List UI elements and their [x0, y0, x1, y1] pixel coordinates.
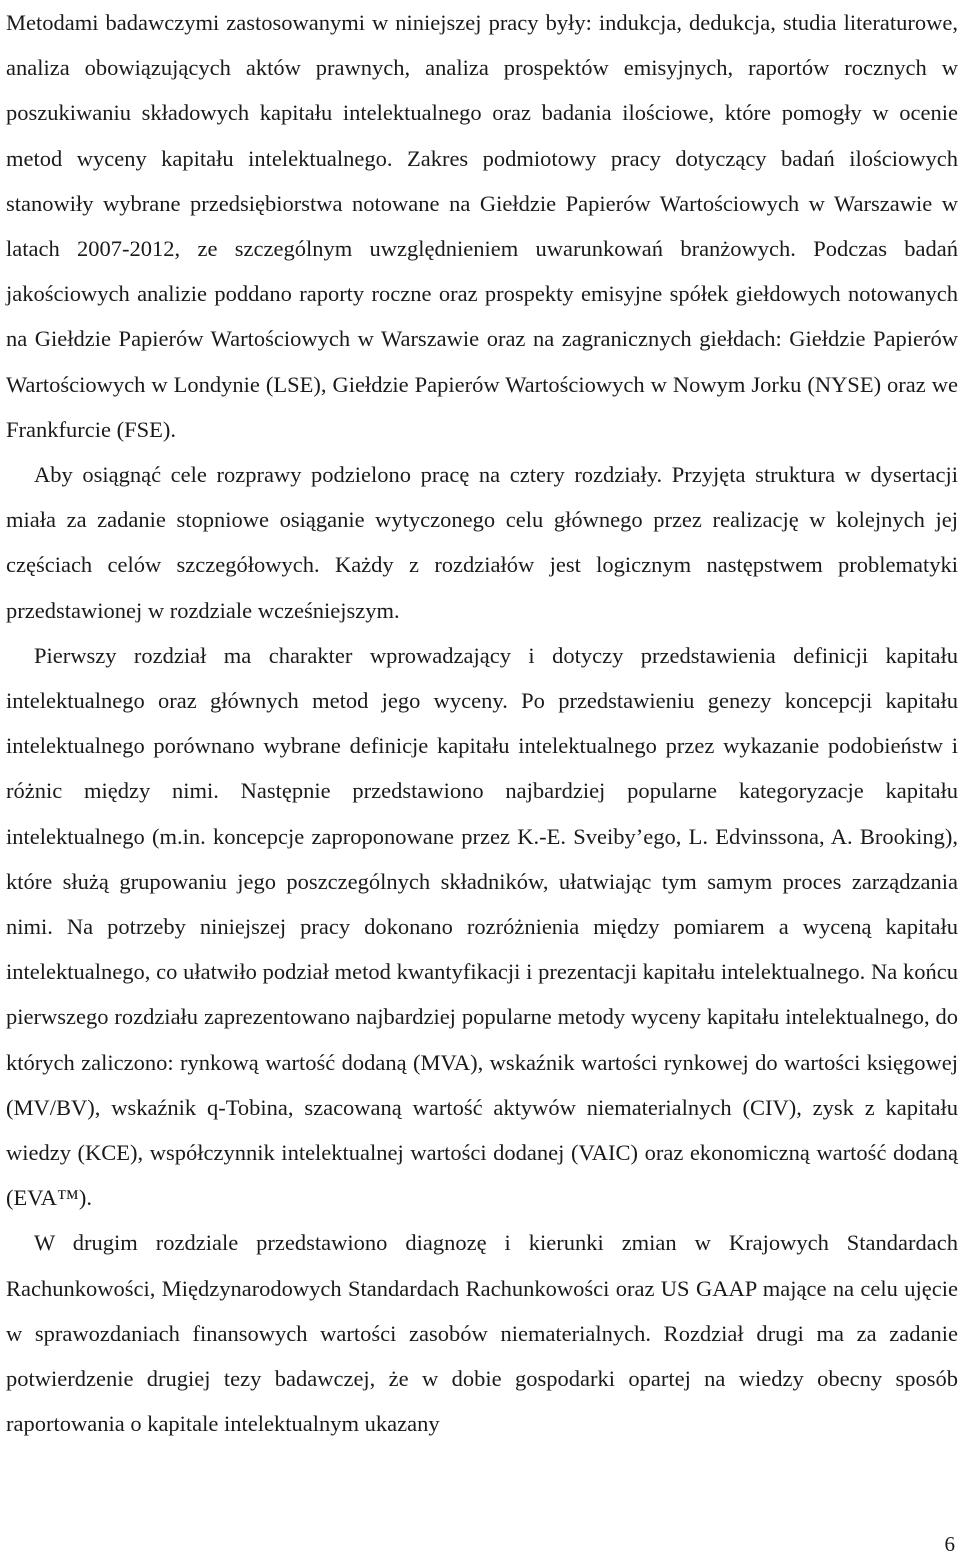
- document-page: [6, 0, 958, 1447]
- paragraph-thesis-structure: Aby osiągnąć cele rozprawy podzielono pracę na cztery rozdziały. Przyjęta struktura w dysertacji miała za zadanie stopniowe osiąganie wytyczonego celu głównego przez realizację w kolejnych jej częściach celów szczegółowych. Każdy z rozdziałów jest logicznym następstwem problematyki przedstawionej w rozdziale wcześniejszym.: [6, 462, 958, 623]
- paragraph-chapter-one: Pierwszy rozdział ma charakter wprowadzający i dotyczy przedstawienia definicji kapitału intelektualnego oraz głównych metod jego wyceny. Po przedstawieniu genezy koncepcji kapitału intelektualnego porównano wybrane definicje kapitału intelektualnego przez wykazanie podobieństw i różnic między nimi. Następnie przedstawiono najbardziej popularne kategoryzacje kapitału intelektualnego (m.in. koncepcje zaproponowane przez K.-E. Sveiby’ego, L. Edvinssona, A. Brooking), które służą grupowaniu jego poszczególnych składników, ułatwiając tym samym proces zarządzania nimi. Na potrzeby niniejszej pracy dokonano rozróżnienia między pomiarem a wyceną kapitału intelektualnego, co ułatwiło podział metod kwantyfikacji i prezentacji kapitału intelektualnego. Na końcu pierwszego rozdziału zaprezentowano najbardziej popularne metody wyceny kapitału intelektualnego, do których zaliczono: rynkową wartość dodaną (MVA), wskaźnik wartości rynkowej do wartości księgowej (MV/BV), wskaźnik q-Tobina, szacowaną wartość aktywów niematerialnych (CIV), zysk z kapitału wiedzy (KCE), współczynnik intelektualnej wartości dodanej (VAIC) oraz ekonomiczną wartość dodaną (EVA™).: [6, 642, 958, 1211]
- paragraph-chapter-two: W drugim rozdziale przedstawiono diagnozę i kierunki zmian w Krajowych Standardach Rachunkowości, Międzynarodowych Standardach Rachunkowości oraz US GAAP mające na celu ujęcie w sprawozdaniach finansowych wartości zasobów niematerialnych. Rozdział drugi ma za zadanie potwierdzenie drugiej tezy badawczej, że w dobie gospodarki opartej na wiedzy obecny sposób raportowania o kapitale intelektualnym ukazany: [6, 1230, 958, 1437]
- page-number: 6: [944, 1532, 955, 1556]
- paragraph-research-methods: Metodami badawczymi zastosowanymi w niniejszej pracy były: indukcja, dedukcja, studia literaturowe, analiza obowiązujących aktów prawnych, analiza prospektów emisyjnych, raportów rocznych w poszukiwaniu składowych kapitału intelektualnego oraz badania ilościowe, które pomogły w ocenie metod wyceny kapitału intelektualnego. Zakres podmiotowy pracy dotyczący badań ilościowych stanowiły wybrane przedsiębiorstwa notowane na Giełdzie Papierów Wartościowych w Warszawie w latach 2007-2012, ze szczególnym uwzględnieniem uwarunkowań branżowych. Podczas badań jakościowych analizie poddano raporty roczne oraz prospekty emisyjne spółek giełdowych notowanych na Giełdzie Papierów Wartościowych w Warszawie oraz na zagranicznych giełdach: Giełdzie Papierów Wartościowych w Londynie (LSE), Giełdzie Papierów Wartościowych w Nowym Jorku (NYSE) oraz we Frankfurcie (FSE).: [6, 10, 958, 442]
